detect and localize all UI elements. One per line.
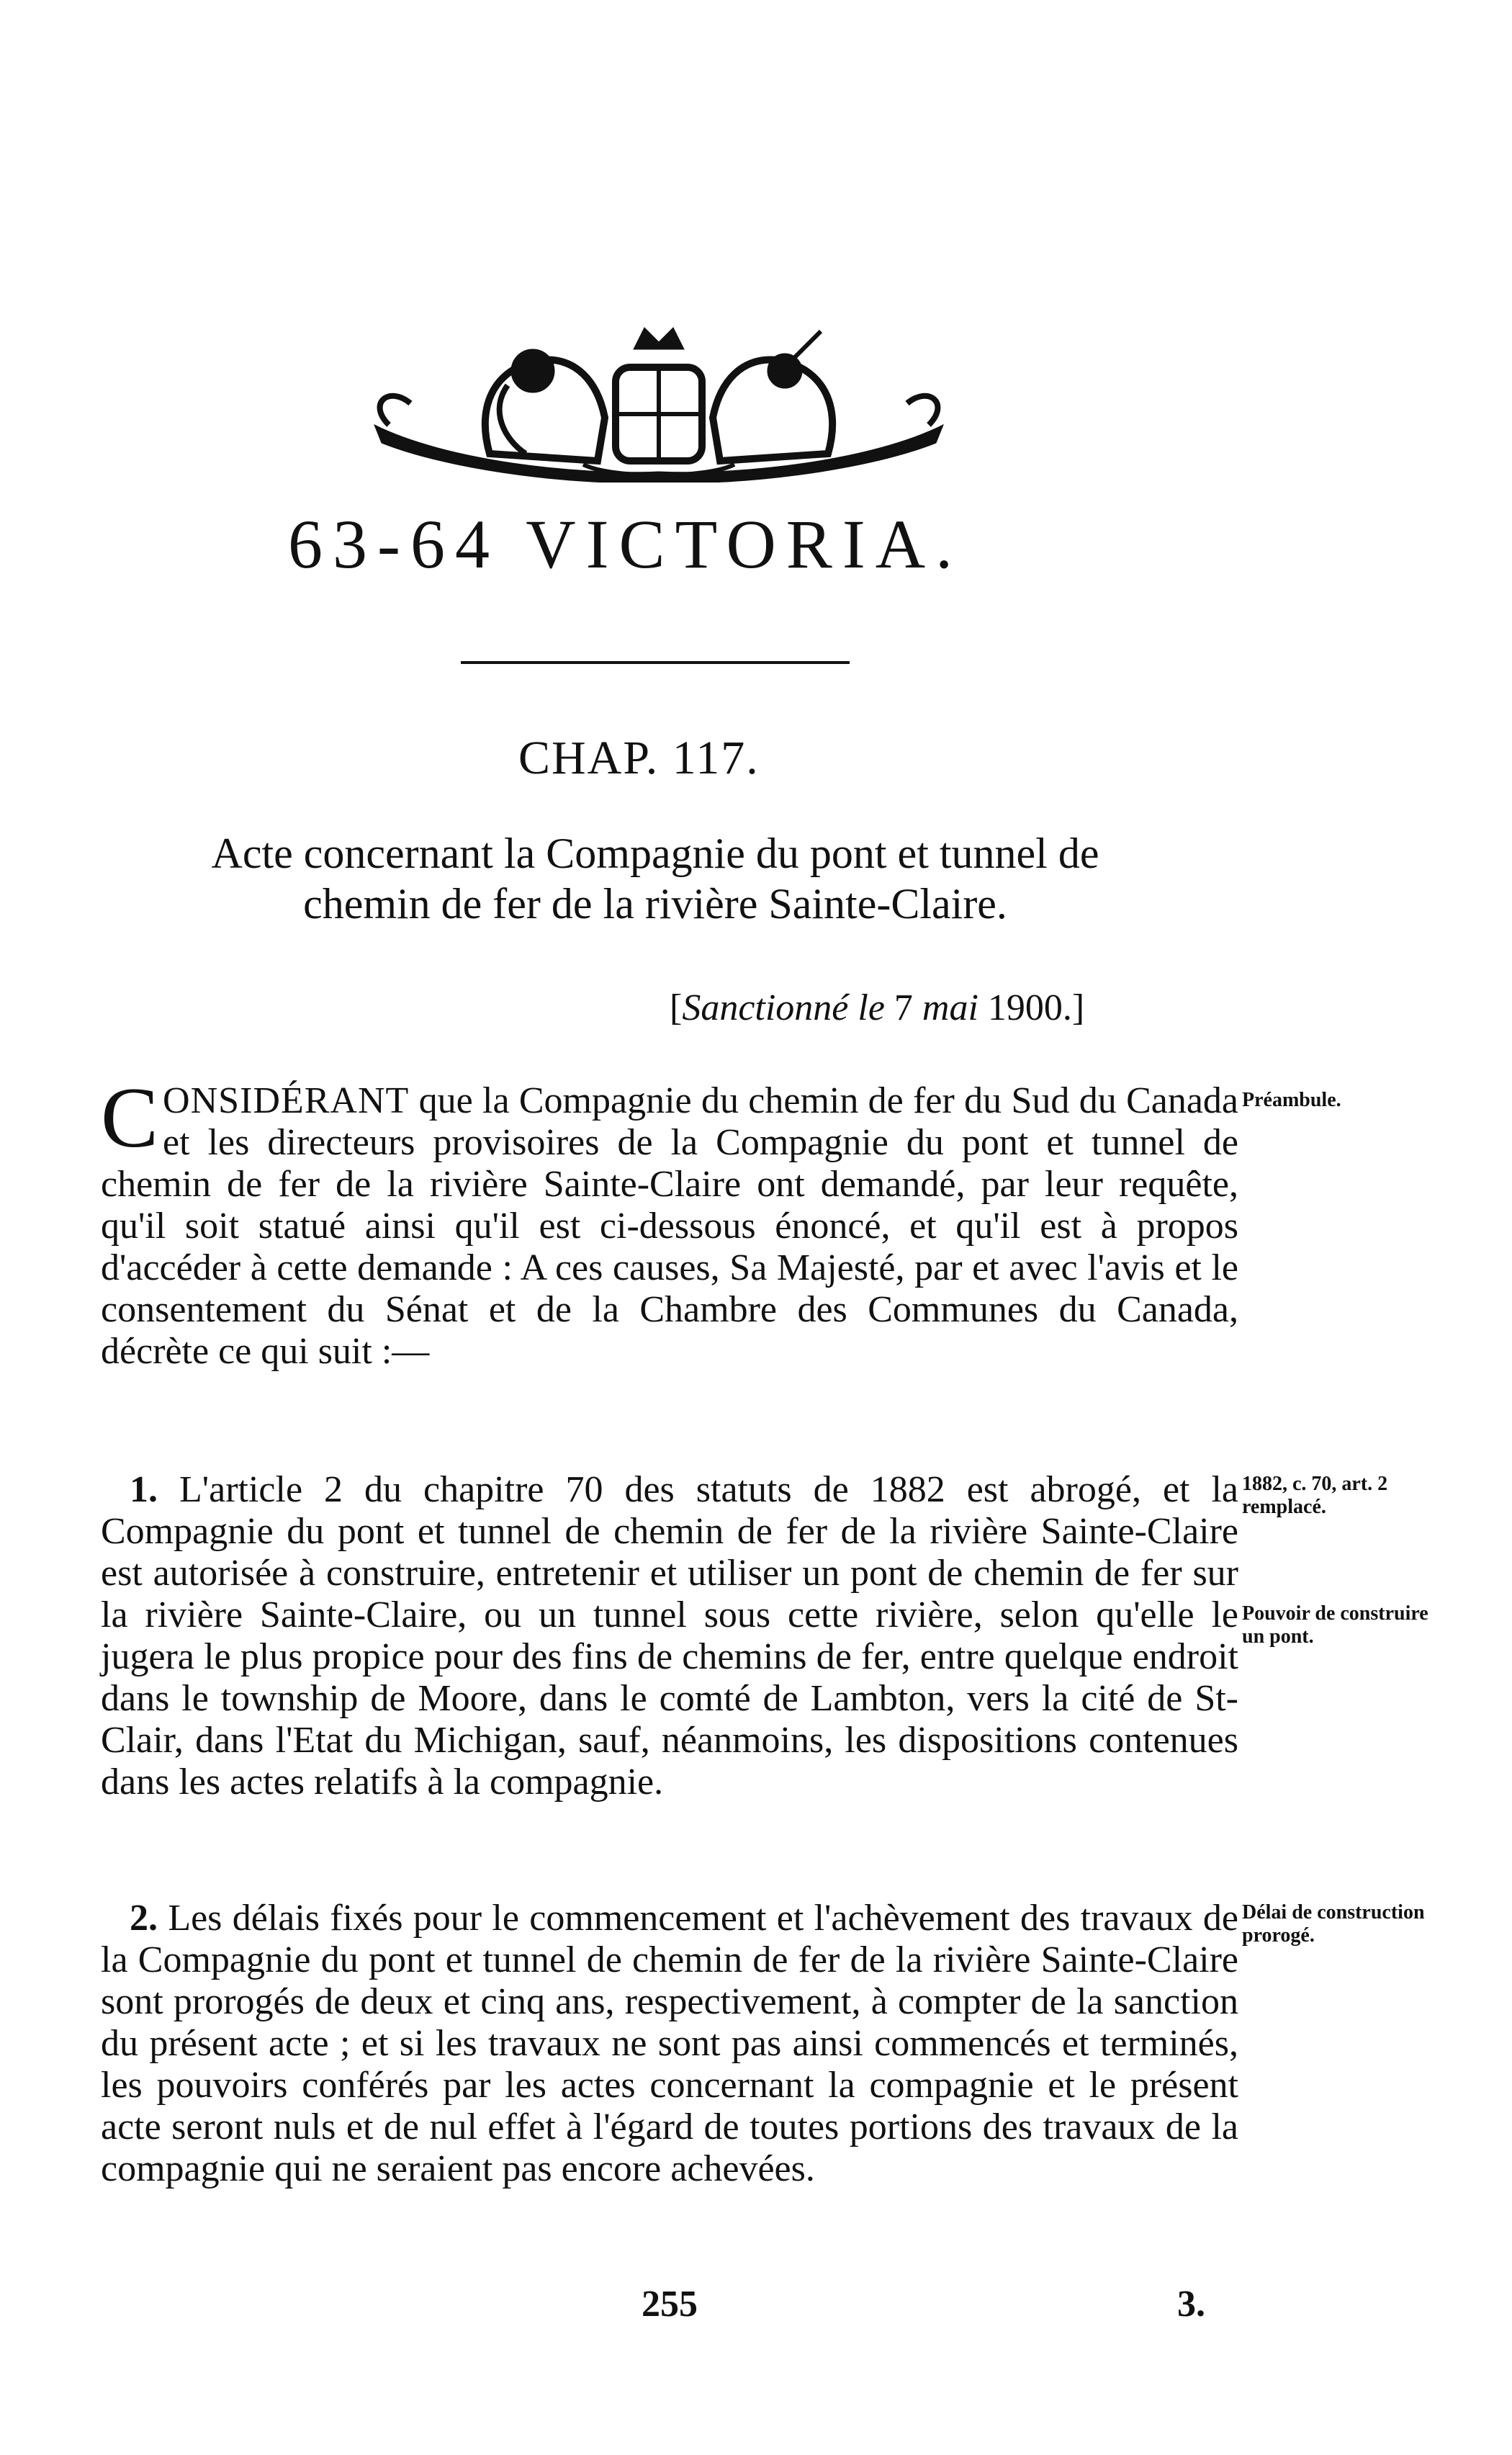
preamble-lead-word: ONSIDÉRANT [163, 1080, 410, 1121]
assent-label: Sanctionné le [682, 987, 885, 1028]
royal-coat-of-arms-emblem [360, 317, 958, 483]
page-number: 255 [642, 2284, 698, 2325]
act-title [86, 828, 1224, 929]
title-divider [461, 661, 850, 664]
section-2-paragraph [101, 1898, 1238, 2190]
margin-note-preamble: Préambule. [1242, 1089, 1341, 1111]
margin-note-section-1-power: Pouvoir de construire un pont. [1242, 1602, 1428, 1648]
section-2-text: Les délais fixés pour le commencement et l'achèvement des travaux de la Compagnie du pont et tunnel de chemin de fer de la rivière Sainte-Claire sont prorogés de deux et cinq ans, respectivement, à compter de la sanction du présent acte ; et si les travaux ne sont pas ainsi commencés et terminés, les pouvoirs conférés par les actes concernant la compagnie et le présent acte seront nuls et de nul effet à l'égard de toutes portions des travaux de la compagnie qui ne seraient pas encore achevées. [101, 1898, 1238, 2189]
margin-note-section-1-amendment: 1882, c. 70, art. 2 remplacé. [1242, 1473, 1388, 1518]
catchword: 3. [1177, 2284, 1205, 2325]
act-title-line-2: chemin de fer de la rivière Sainte-Claire. [303, 880, 1007, 928]
section-1-number: 1. [130, 1469, 158, 1510]
section-1-paragraph [101, 1469, 1238, 1803]
preamble-text: que la Compagnie du chemin de fer du Sud du Canada et les directeurs provisoires de la Compagnie du pont et tunnel de chemin de fer de la rivière Sainte-Claire ont demandé, par leur requête, qu'il soit statué ainsi qu'il est ci-dessous énoncé, et qu'il est à propos d'accéder à cette demande : A ces causes, Sa Majesté, par et avec l'avis et le consentement du Sénat et de la Chambre des Communes du Canada, décrète ce qui suit :— [101, 1080, 1238, 1372]
chapter-heading: CHAP. 117. [518, 732, 760, 784]
drop-cap: C [101, 1069, 159, 1165]
assent-year: 1900.] [978, 987, 1085, 1028]
assent-date [670, 987, 1246, 1029]
margin-note-section-2: Délai de construction prorogé. [1242, 1901, 1425, 1947]
section-2-number: 2. [130, 1898, 158, 1939]
reign-heading: 63-64 VICTORIA. [288, 506, 963, 583]
assent-month: mai [922, 987, 978, 1028]
assent-open-bracket: [ [670, 987, 683, 1028]
act-title-line-1: Acte concernant la Compagnie du pont et tunnel de [211, 830, 1099, 877]
preamble-paragraph [101, 1069, 1238, 1373]
assent-day: 7 [884, 987, 922, 1028]
section-1-text: L'article 2 du chapitre 70 des statuts de 1882 est abrogé, et la Compagnie du pont et tunnel de chemin de fer de la rivière Sainte-Claire est autorisée à construire, entretenir et utiliser un pont de chemin de fer sur la rivière Sainte-Claire, ou un tunnel sous cette rivière, selon qu'elle le jugera le plus propice pour des fins de chemins de fer, entre quelque endroit dans le township de Moore, dans le comté de Lambton, vers la cité de St-Clair, dans l'Etat du Michigan, sauf, néanmoins, les dispositions contenues dans les actes relatifs à la compagnie. [101, 1469, 1238, 1803]
